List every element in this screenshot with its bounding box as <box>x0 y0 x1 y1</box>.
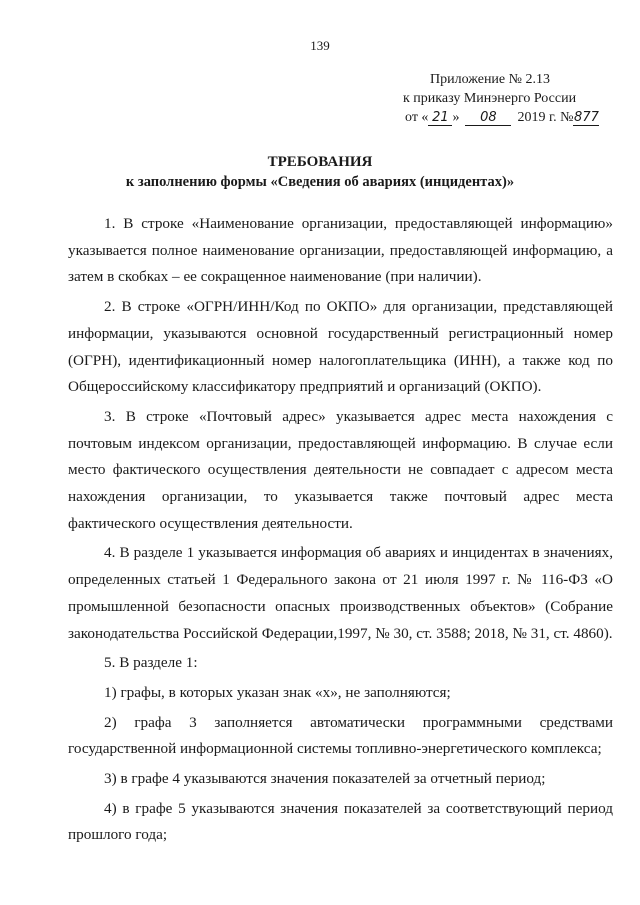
paragraph: 4) в графе 5 указываются значения показателей за соответствующий период прошлого года; <box>68 799 613 844</box>
appendix-order-ref: к приказу Минэнерго России <box>403 91 577 106</box>
date-mid: » <box>452 110 460 125</box>
handwritten-order-number: 877 <box>574 110 599 125</box>
paragraph: 1. В строке «Наименование организации, предоставляющей информацию» указывается полное наименование организации, предоставляющей информацию, а затем в скобках – ее сокращенное наименование (при наличии). <box>68 215 613 286</box>
paragraph: 2) графа 3 заполняется автоматически программными средствами государственной информационной системы топливно-энергетического комплекса; <box>68 713 613 758</box>
paragraph: 5. В разделе 1: <box>104 654 198 672</box>
document-body <box>68 211 613 852</box>
appendix-title: Приложение № 2.13 <box>430 72 550 87</box>
document-title <box>0 152 640 192</box>
handwritten-month: 08 <box>465 111 511 126</box>
paragraph: 4. В разделе 1 указывается информация об авариях и инцидентах в значениях, определенных статьей 1 Федерального закона от 21 июля 1997 г. № 116-ФЗ «О промышленной безопасности опасных производственных объектов» (Собрание законодательства Российской Федерации,1997, № 30, ст. 3588; 2018, № 31, ст. 4860). <box>68 544 613 642</box>
paragraph: 3. В строке «Почтовый адрес» указывается адрес места нахождения с почтовым индексом организации, предоставляющей информацию. В случае если место фактического осуществления деятельности не совпадает с адресом места нахождения организации, то указывается также почтовый адрес места фактического осуществления деятельности. <box>68 407 613 532</box>
date-prefix: от « <box>405 110 429 125</box>
paragraph: 3) в графе 4 указываются значения показателей за отчетный период; <box>104 770 546 788</box>
title-main: ТРЕБОВАНИЯ <box>267 154 373 170</box>
paragraph: 1) графы, в которых указан знак «х», не заполняются; <box>104 683 451 701</box>
handwritten-day: 21 <box>428 111 452 126</box>
year-text: 2019 г. № <box>517 110 574 125</box>
title-subtitle: к заполнению формы «Сведения об авариях (инцидентах)» <box>125 174 515 190</box>
appendix-date-line <box>405 108 599 128</box>
page-number: 139 <box>310 38 330 53</box>
paragraph: 2. В строке «ОГРН/ИНН/Код по ОКПО» для организации, представляющей информации, указываются основной государственный регистрационный номер (ОГРН), идентификационный номер налогоплательщика (ИНН), а также код по Общероссийскому классификатору предприятий и организаций (ОКПО). <box>68 298 613 396</box>
